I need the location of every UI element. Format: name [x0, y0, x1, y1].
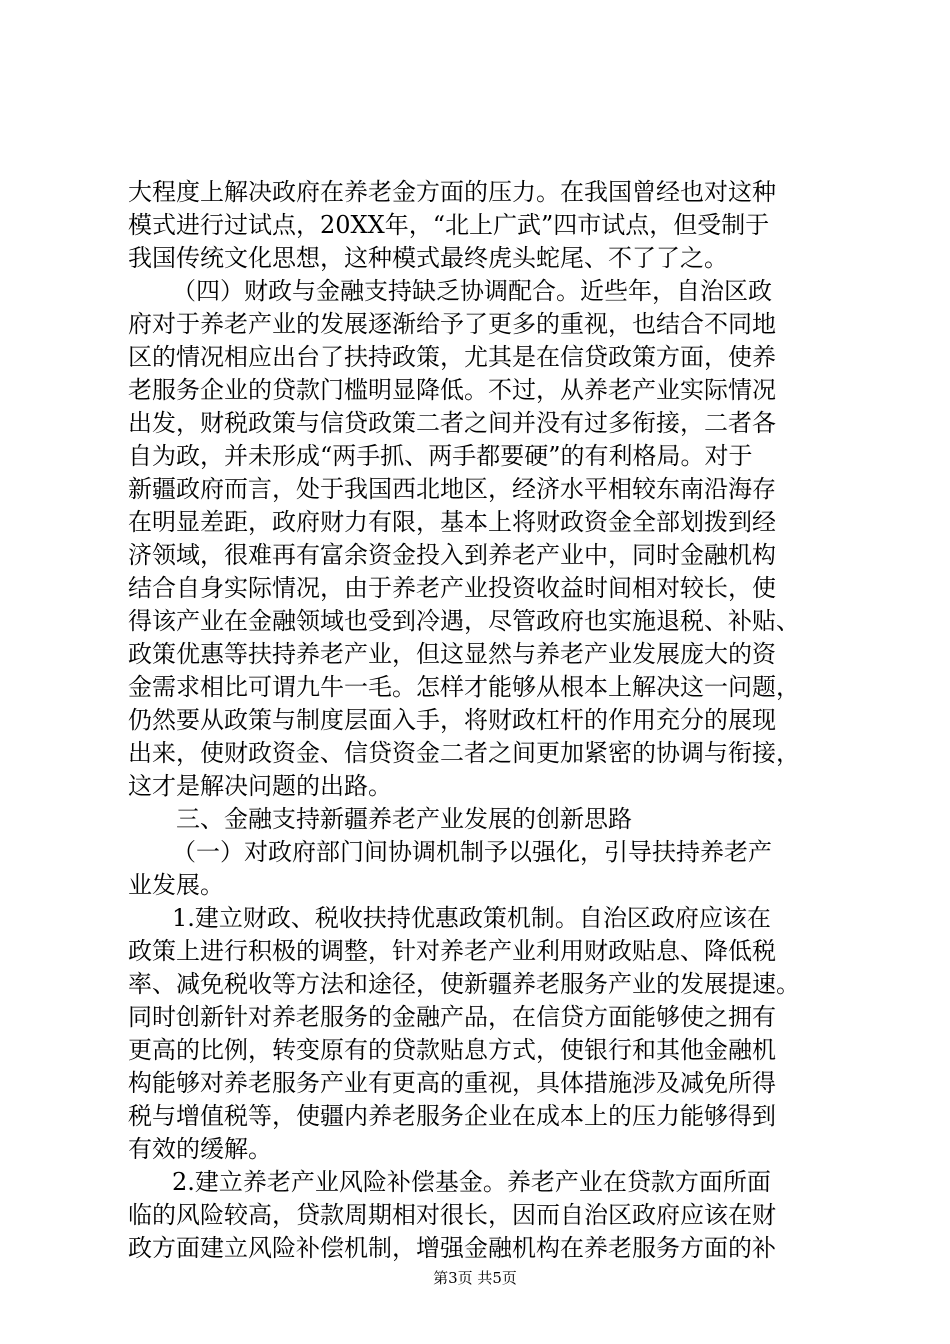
- text-line-5: 府对于养老产业的发展逐渐给予了更多的重视，也结合不同地: [128, 310, 776, 338]
- page-number-footer: 第3页 共5页: [433, 1269, 517, 1287]
- text-line-25: 率、减免税收等方法和途径，使新疆养老服务产业的发展提速。: [128, 970, 800, 998]
- text-line-30: 有效的缓解。: [128, 1135, 272, 1163]
- text-line-1: 大程度上解决政府在养老金方面的压力。在我国曾经也对这种: [128, 178, 776, 206]
- text-line-8: 出发，财税政策与信贷政策二者之间并没有过多衔接，二者各: [128, 409, 776, 437]
- paragraph-start-line: 1.建立财政、税收扶持优惠政策机制。自治区政府应该在: [172, 904, 771, 932]
- text-line-6: 区的情况相应出台了扶持政策，尤其是在信贷政策方面，使养: [128, 343, 776, 371]
- paragraph-start-line: 2.建立养老产业风险补偿基金。养老产业在贷款方面所面: [172, 1168, 771, 1196]
- text-line-28: 构能够对养老服务产业有更高的重视，具体措施涉及减免所得: [128, 1069, 776, 1097]
- text-line-15: 政策优惠等扶持养老产业，但这显然与养老产业发展庞大的资: [128, 640, 776, 668]
- document-body: [128, 176, 832, 1265]
- text-line-12: 济领域，很难再有富余资金投入到养老产业中，同时金融机构: [128, 541, 776, 569]
- text-line-18: 出来，使财政资金、信贷资金二者之间更加紧密的协调与衔接，: [128, 739, 800, 767]
- text-line-17: 仍然要从政策与制度层面入手，将财政杠杆的作用充分的展现: [128, 706, 776, 734]
- text-line-24: 政策上进行积极的调整，针对养老产业利用财政贴息、降低税: [128, 937, 776, 965]
- text-line-19: 这才是解决问题的出路。: [128, 772, 392, 800]
- text-line-27: 更高的比例，转变原有的贷款贴息方式，使银行和其他金融机: [128, 1036, 776, 1064]
- text-line-9: 自为政，并未形成“两手抓、两手都要硬”的有利格局。对于: [128, 442, 753, 470]
- paragraph-start-line: （四）财政与金融支持缺乏协调配合。近些年，自治区政: [172, 277, 772, 305]
- text-line-3: 我国传统文化思想，这种模式最终虎头蛇尾、不了了之。: [128, 244, 728, 272]
- subsection-heading-line-1: （一）对政府部门间协调机制予以强化，引导扶持养老产: [172, 838, 772, 866]
- text-line-29: 税与增值税等，使疆内养老服务企业在成本上的压力能够得到: [128, 1102, 776, 1130]
- text-line-26: 同时创新针对养老服务的金融产品，在信贷方面能够使之拥有: [128, 1003, 776, 1031]
- text-line-7: 老服务企业的贷款门槛明显降低。不过，从养老产业实际情况: [128, 376, 776, 404]
- text-line-13: 结合自身实际情况，由于养老产业投资收益时间相对较长，使: [128, 574, 776, 602]
- text-line-14: 得该产业在金融领域也受到冷遇，尽管政府也实施退税、补贴、: [128, 607, 800, 635]
- text-line-32: 临的风险较高，贷款周期相对很长，因而自治区政府应该在财: [128, 1201, 776, 1229]
- text-line-10: 新疆政府而言，处于我国西北地区，经济水平相较东南沿海存: [128, 475, 776, 503]
- text-line-16: 金需求相比可谓九牛一毛。怎样才能够从根本上解决这一问题，: [128, 673, 800, 701]
- subsection-heading-line-2: 业发展。: [128, 871, 224, 899]
- section-heading: 三、金融支持新疆养老产业发展的创新思路: [176, 805, 632, 833]
- text-line-11: 在明显差距，政府财力有限，基本上将财政资金全部划拨到经: [128, 508, 776, 536]
- text-line-33: 政方面建立风险补偿机制，增强金融机构在养老服务方面的补: [128, 1234, 776, 1262]
- text-line-2: 模式进行过试点，20XX年，“北上广武”四市试点，但受制于: [128, 211, 770, 239]
